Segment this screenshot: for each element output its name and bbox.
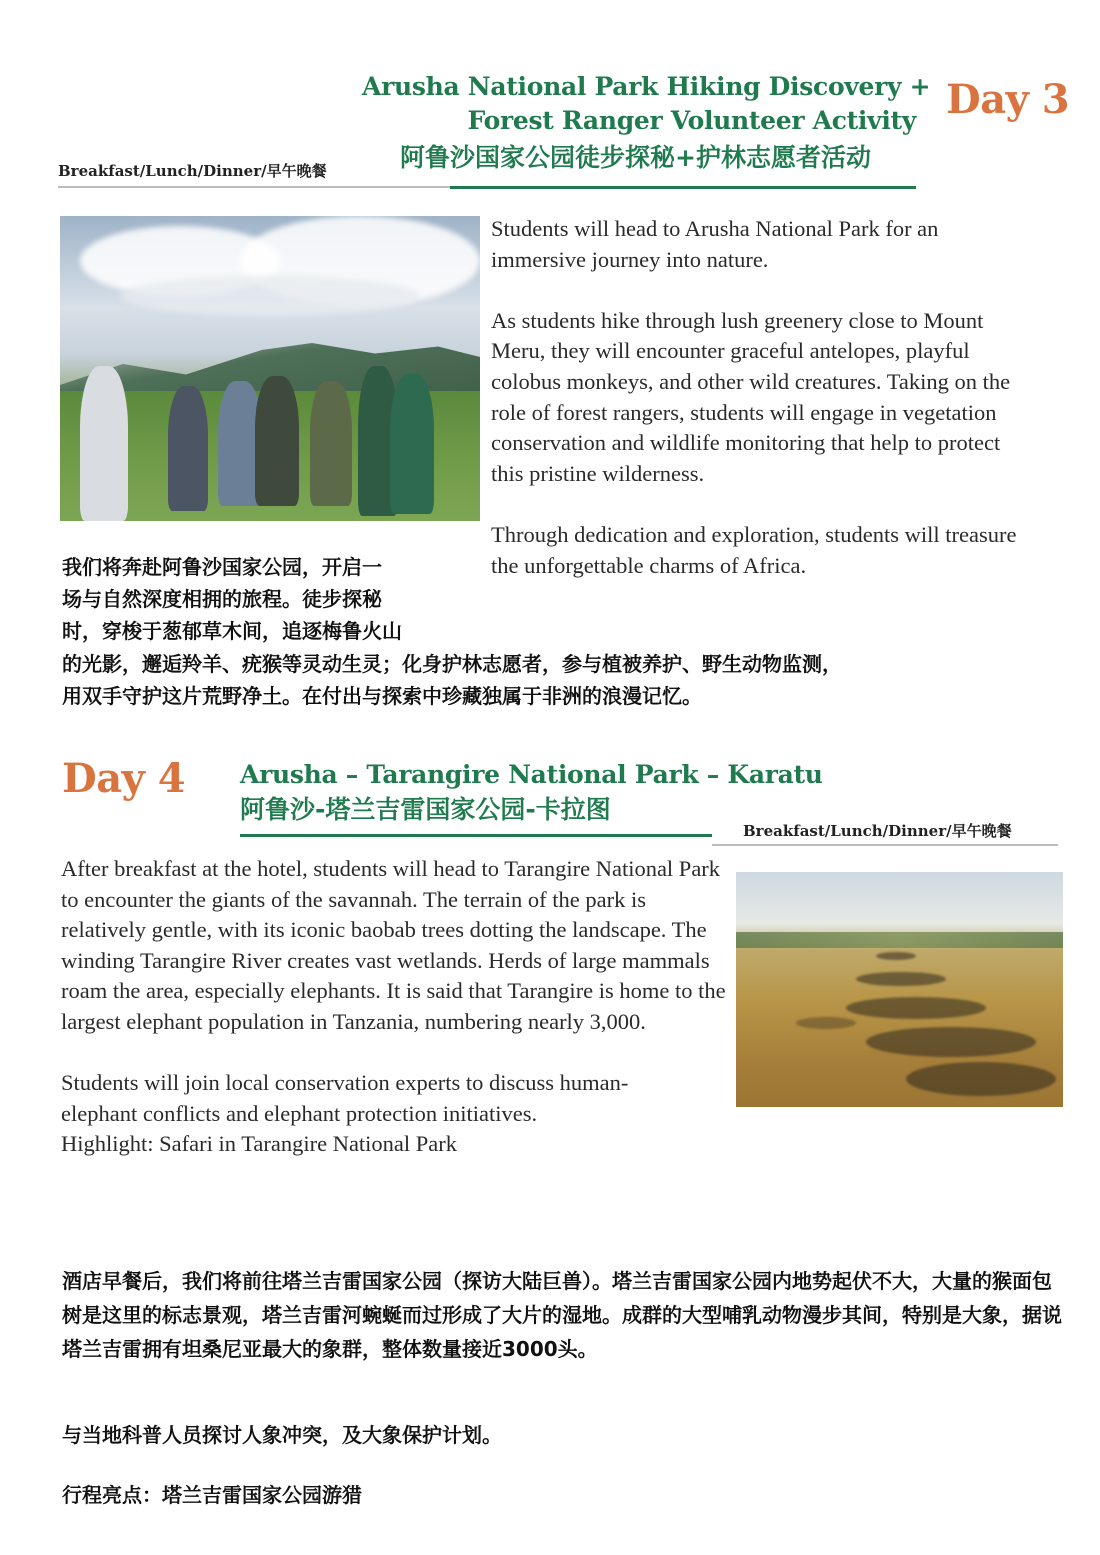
day3-paragraph-1: Students will head to Arusha National Park for an immersive journey into nature. [491, 216, 939, 272]
day3-zh-line-3: 时，穿梭于葱郁草木间，追逐梅鲁火山 [62, 619, 402, 643]
day3-title-en-line1: Arusha National Park Hiking Discovery + [362, 72, 931, 101]
day4-title-zh: 阿鲁沙-塔兰吉雷国家公园-卡拉图 [240, 795, 611, 824]
day3-zh-line-1: 我们将奔赴阿鲁沙国家公园，开启一 [62, 555, 382, 579]
day3-zh-line-5: 用双手守护这片荒野净土。在付出与探索中珍藏独属于非洲的浪漫记忆。 [62, 684, 702, 708]
day3-paragraph-3: Through dedication and exploration, students will treasure the unforgettable charms of Africa. [491, 521, 1017, 578]
day4-zh-highlight: 行程亮点：塔兰吉雷国家公园游猎 [62, 1483, 362, 1507]
day3-header-accent-rule [450, 186, 916, 189]
day4-zh-paragraph-2: 与当地科普人员探讨人象冲突，及大象保护计划。 [62, 1423, 502, 1447]
day4-title-en: Arusha – Tarangire National Park – Karatu [240, 760, 823, 789]
day3-title-zh: 阿鲁沙国家公园徒步探秘+护林志愿者活动 [400, 143, 871, 172]
day3-label: Day 3 [946, 76, 1070, 123]
day4-zh-paragraph-1: 酒店早餐后，我们将前往塔兰吉雷国家公园（探访大陆巨兽）。塔兰吉雷国家公园内地势起伏不大，大量的猴面包树是这里的标志景观，塔兰吉雷河蜿蜒而过形成了大片的湿地。成群的大型哺乳动物漫步其间，特别是大象，据说塔兰吉雷拥有坦桑尼亚最大的象群，整体数量接近3000头。 [62, 1269, 1062, 1361]
day3-zh-line-2: 场与自然深度相拥的旅程。徒步探秘 [62, 587, 382, 611]
day4-header-rule [712, 844, 1058, 846]
day4-label: Day 4 [62, 755, 186, 802]
day3-meals: Breakfast/Lunch/Dinner/早午晚餐 [58, 162, 327, 180]
day4-english-text [61, 854, 733, 1160]
day3-english-text [491, 214, 1036, 581]
day3-zh-line-4: 的光影，邂逅羚羊、疣猴等灵动生灵；化身护林志愿者，参与植被养护、野生动物监测， [62, 652, 842, 676]
day3-paragraph-2: As students hike through lush greenery close to Mount Meru, they will encounter graceful antelopes, playful colobus monkeys, and other wild creatures. Taking on the role of forest rangers, students will engage in vegetation conservation and wildlife monitoring that help to protect this pristine wilderness. [491, 307, 1011, 486]
day4-paragraph-2: Students will join local conservation experts to discuss human-elephant conflicts and elephant protection initiatives. [61, 1070, 629, 1126]
day4-header-accent-rule [240, 834, 712, 837]
day4-meals: Breakfast/Lunch/Dinner/早午晚餐 [743, 822, 1012, 840]
day4-savannah-photo [736, 872, 1063, 1107]
day4-highlight: Highlight: Safari in Tarangire National Park [61, 1131, 458, 1157]
day3-title-en-line2: Forest Ranger Volunteer Activity [467, 106, 916, 135]
day3-hiking-photo [60, 216, 480, 521]
day4-paragraph-1: After breakfast at the hotel, students will head to Tarangire National Park to encounter the giants of the savannah. The terrain of the park is relatively gentle, with its iconic baobab trees dotting the landscape. The winding Tarangire River creates vast wetlands. Herds of large mammals roam the area, especially elephants. It is said that Tarangire is home to the largest elephant population in Tanzania, numbering nearly 3,000. [61, 856, 726, 1034]
